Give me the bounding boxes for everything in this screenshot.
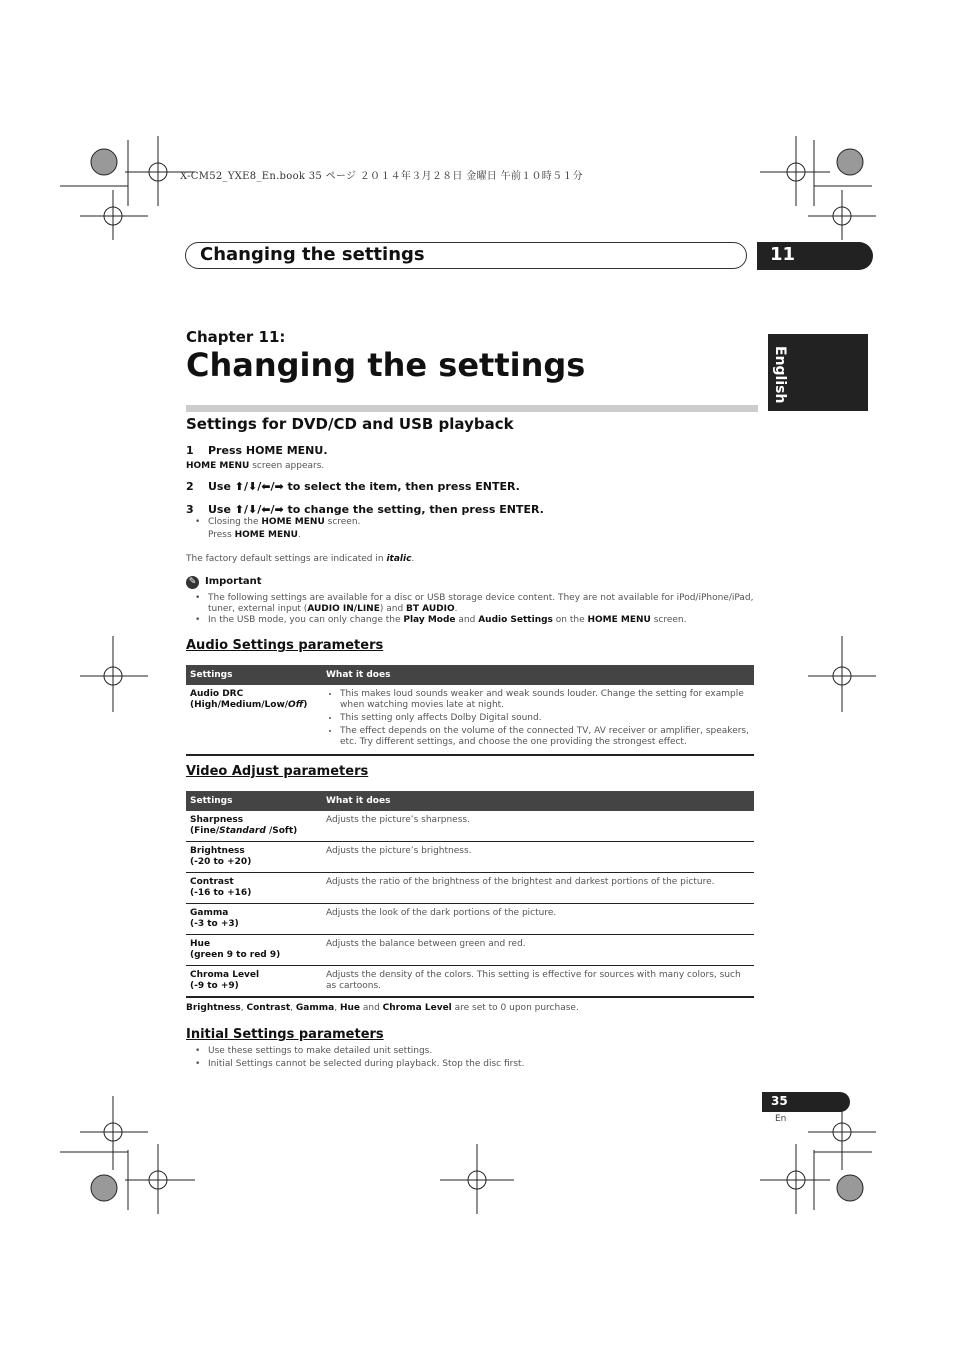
note-bold: HOME MENU xyxy=(587,615,651,625)
page-title: Changing the settings xyxy=(186,346,586,384)
note-text: , xyxy=(240,1003,247,1013)
options-text: /Soft) xyxy=(265,826,298,836)
setting-name xyxy=(186,842,322,873)
setting-name xyxy=(186,685,322,755)
important-label: Important xyxy=(205,576,262,587)
important-bullet-2 xyxy=(208,615,687,625)
chapter-number: 11 xyxy=(770,244,796,265)
note-bold: Play Mode xyxy=(403,615,456,625)
note-text: Press xyxy=(208,530,235,540)
setting-description xyxy=(322,685,754,755)
note-text: and xyxy=(455,615,479,625)
important-bullet-1-line1: • The following settings are available for a disc or USB storage device content. They are not available for iPod/iPhone/iPad, xyxy=(208,593,754,603)
note-text: screen appears. xyxy=(249,461,325,471)
step-3-note-line1 xyxy=(208,517,360,527)
setting-options xyxy=(190,826,318,837)
video-note xyxy=(186,1003,579,1013)
column-header-what-it-does: What it does xyxy=(322,791,754,811)
setting-name xyxy=(186,873,322,904)
step-1 xyxy=(186,444,328,457)
setting-range: (-20 to +20) xyxy=(190,857,252,867)
setting-description: Adjusts the picture’s sharpness. xyxy=(322,811,754,842)
note-text: screen. xyxy=(324,517,361,527)
note-bold: HOME MENU xyxy=(261,517,325,527)
note-bold: AUDIO IN/LINE xyxy=(307,604,380,614)
page-language: En xyxy=(775,1114,787,1124)
step-number: 1 xyxy=(186,444,194,457)
audio-settings-table xyxy=(186,665,754,756)
note-italic: italic xyxy=(386,554,412,564)
table-row xyxy=(186,685,754,755)
setting-name xyxy=(186,904,322,935)
step-number: 2 xyxy=(186,480,194,493)
note-bold: HOME MENU xyxy=(234,530,298,540)
description-bullet: • The effect depends on the volume of the connected TV, AV receiver or amplifier, speakers, etc. Try different settings, and choose the one providing the strongest effect. xyxy=(340,726,750,748)
print-info-line: X-CM52_YXE8_En.book 35 ページ ２０１４年３月２８日 金曜日 午前１０時５１分 xyxy=(180,171,583,182)
table-row xyxy=(186,935,754,966)
note-text: screen. xyxy=(650,615,687,625)
chapter-label: Chapter 11: xyxy=(186,328,286,346)
note-text: on the xyxy=(552,615,588,625)
step-3 xyxy=(186,503,544,516)
table-row xyxy=(186,966,754,998)
header-title: Changing the settings xyxy=(200,244,425,265)
setting-options xyxy=(190,700,318,711)
note-bold: BT AUDIO xyxy=(406,604,455,614)
note-text: and xyxy=(359,1003,383,1013)
language-label: English xyxy=(772,346,788,404)
setting-label: Gamma xyxy=(190,908,229,918)
note-text: . xyxy=(297,530,301,540)
video-adjust-table xyxy=(186,791,754,998)
section-divider xyxy=(186,405,758,412)
note-text: . xyxy=(454,604,458,614)
column-header-settings: Settings xyxy=(186,665,322,685)
setting-name xyxy=(186,811,322,842)
setting-range: (-16 to +16) xyxy=(190,888,252,898)
description-bullet: • This setting only affects Dolby Digital sound. xyxy=(340,713,750,724)
options-text: (Fine/ xyxy=(190,826,220,836)
note-bold: Hue xyxy=(339,1003,360,1013)
step-1-note xyxy=(186,461,324,471)
options-default: Off xyxy=(288,700,304,710)
table-row xyxy=(186,904,754,935)
table-header-row xyxy=(186,791,754,811)
step-text: Use ⬆/⬇/⬅/➡ to select the item, then press ENTER. xyxy=(208,480,520,493)
setting-label: Audio DRC xyxy=(190,689,244,699)
step-number: 3 xyxy=(186,503,194,516)
setting-name xyxy=(186,966,322,998)
column-header-what-it-does: What it does xyxy=(322,665,754,685)
setting-name xyxy=(186,935,322,966)
options-default: Standard xyxy=(219,826,266,836)
note-bold: Contrast xyxy=(246,1003,291,1013)
step-text: Use ⬆/⬇/⬅/➡ to change the setting, then press ENTER. xyxy=(208,503,544,516)
setting-description: Adjusts the picture’s brightness. xyxy=(322,842,754,873)
description-bullet: • This makes loud sounds weaker and weak sounds louder. Change the setting for example when watching movies late at night. xyxy=(340,689,750,711)
setting-label: Contrast xyxy=(190,877,234,887)
setting-label: Chroma Level xyxy=(190,970,260,980)
note-text: ) and xyxy=(379,604,407,614)
initial-settings-heading: Initial Settings parameters xyxy=(186,1027,384,1042)
section-title: Settings for DVD/CD and USB playback xyxy=(186,415,514,433)
step-3-note-line2 xyxy=(208,530,301,540)
page-number: 35 xyxy=(771,1094,788,1108)
video-adjust-heading: Video Adjust parameters xyxy=(186,764,369,779)
step-2 xyxy=(186,480,520,493)
options-text: (High/Medium/Low/ xyxy=(190,700,289,710)
table-row xyxy=(186,873,754,904)
initial-bullet-2: • Initial Settings cannot be selected during playback. Stop the disc first. xyxy=(208,1059,524,1069)
note-text: The factory default settings are indicated in xyxy=(186,554,387,564)
step-text: Press HOME MENU. xyxy=(208,444,328,457)
note-text: , xyxy=(290,1003,296,1013)
note-bold: Audio Settings xyxy=(478,615,553,625)
note-bold: HOME MENU xyxy=(186,461,250,471)
setting-label: Brightness xyxy=(190,846,245,856)
note-text: . xyxy=(411,554,415,564)
setting-description: Adjusts the look of the dark portions of the picture. xyxy=(322,904,754,935)
note-bold: Brightness xyxy=(186,1003,241,1013)
note-text: In the USB mode, you can only change the xyxy=(208,615,404,625)
setting-description: Adjusts the density of the colors. This setting is effective for sources with many colors, such as cartoons. xyxy=(322,966,754,998)
setting-description: Adjusts the ratio of the brightness of the brightest and darkest portions of the picture. xyxy=(322,873,754,904)
table-header-row xyxy=(186,665,754,685)
important-icon: ✎ xyxy=(186,576,199,589)
factory-note xyxy=(186,554,414,564)
setting-range: (green 9 to red 9) xyxy=(190,950,281,960)
note-text: , xyxy=(334,1003,340,1013)
note-bold: Gamma xyxy=(295,1003,335,1013)
note-bold: Chroma Level xyxy=(382,1003,452,1013)
setting-label: Hue xyxy=(190,939,211,949)
audio-settings-heading: Audio Settings parameters xyxy=(186,638,384,653)
table-row xyxy=(186,811,754,842)
table-row xyxy=(186,842,754,873)
initial-bullet-1: • Use these settings to make detailed unit settings. xyxy=(208,1046,432,1056)
setting-range: (-3 to +3) xyxy=(190,919,239,929)
important-bullet-1-line2 xyxy=(208,604,458,614)
options-text: ) xyxy=(303,700,308,710)
setting-label: Sharpness xyxy=(190,815,244,825)
note-text: tuner, external input ( xyxy=(208,604,308,614)
column-header-settings: Settings xyxy=(186,791,322,811)
note-text: are set to 0 upon purchase. xyxy=(451,1003,579,1013)
setting-description: Adjusts the balance between green and red. xyxy=(322,935,754,966)
setting-range: (-9 to +9) xyxy=(190,981,239,991)
note-text: Closing the xyxy=(208,517,262,527)
